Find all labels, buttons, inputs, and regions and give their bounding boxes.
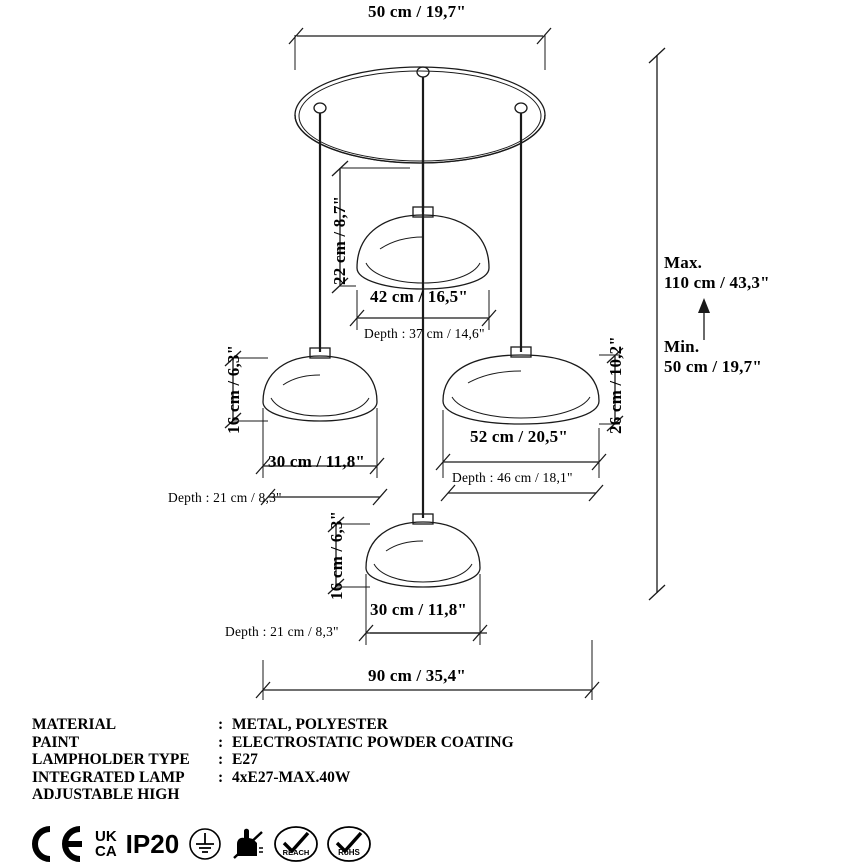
do-not-touch-hot-surface-icon xyxy=(231,825,265,863)
earth-ground-icon xyxy=(188,825,222,863)
label-depth-top: Depth : 37 cm / 14,6" xyxy=(364,326,485,341)
spec-row xyxy=(32,751,514,769)
spec-key: ADJUSTABLE HIGH xyxy=(32,786,180,803)
label-right-shade-height: 26 cm / 10,2" xyxy=(606,336,625,434)
label-max-value: 110 cm / 43,3" xyxy=(664,273,770,292)
label-max: Max. xyxy=(664,253,703,272)
ukca-line2: CA xyxy=(95,843,117,860)
spec-colon xyxy=(218,786,232,804)
dimension-canopy-width xyxy=(289,28,551,70)
label-right-shade-width: 52 cm / 20,5" xyxy=(470,427,568,446)
spec-colon: : xyxy=(218,733,224,751)
spec-key: LAMPHOLDER TYPE xyxy=(32,751,190,768)
label-right-shade-depth: Depth : 46 cm / 18,1" xyxy=(452,470,573,485)
spec-colon: : xyxy=(218,768,224,786)
label-overall-width: 90 cm / 35,4" xyxy=(368,666,466,685)
spec-key: MATERIAL xyxy=(32,716,117,733)
label-left-shade-depth: Depth : 21 cm / 8,3" xyxy=(168,490,282,505)
spec-value: ELECTROSTATIC POWDER COATING xyxy=(232,733,514,751)
label-left-shade-height: 16 cm / 6,3" xyxy=(224,344,243,434)
spec-row xyxy=(32,786,514,804)
label-bottom-shade-height: 16 cm / 6,3" xyxy=(327,510,346,600)
ukca-mark-icon xyxy=(95,825,117,863)
spec-table xyxy=(32,716,514,804)
spec-row xyxy=(32,734,514,752)
dimension-height-range xyxy=(649,48,710,600)
svg-text:REACH: REACH xyxy=(282,848,310,857)
spec-value: E27 xyxy=(232,751,258,768)
label-left-shade-width: 30 cm / 11,8" xyxy=(268,452,366,471)
label-bottom-shade-depth: Depth : 21 cm / 8,3" xyxy=(225,624,339,639)
spec-key: PAINT xyxy=(32,733,80,751)
rohs-icon xyxy=(327,825,371,863)
shade-left xyxy=(263,348,377,421)
ceiling-canopy xyxy=(295,67,545,163)
label-spread-top: 42 cm / 16,5" xyxy=(370,287,468,306)
shade-bottom xyxy=(366,514,480,587)
label-min-value: 50 cm / 19,7" xyxy=(664,357,762,376)
reach-icon xyxy=(274,825,318,863)
ce-mark-icon xyxy=(28,825,86,863)
ip-rating-label: IP20 xyxy=(125,829,180,859)
label-min: Min. xyxy=(664,337,700,356)
certification-bar xyxy=(28,824,371,864)
ukca-line1: UK xyxy=(95,828,117,845)
spec-row xyxy=(32,716,514,734)
label-canopy-width: 50 cm / 19,7" xyxy=(368,2,466,21)
label-bottom-shade-width: 30 cm / 11,8" xyxy=(370,600,468,619)
spec-value: 4xE27-MAX.40W xyxy=(232,768,351,786)
spec-colon: : xyxy=(218,751,224,768)
label-drop-top-lamp: 22 cm / 8,7" xyxy=(330,195,349,285)
svg-text:RoHS: RoHS xyxy=(338,848,361,857)
spec-row xyxy=(32,769,514,787)
dimension-right-shade-depth xyxy=(441,485,603,501)
shade-right xyxy=(443,347,599,424)
spec-colon: : xyxy=(218,716,224,733)
spec-key: INTEGRATED LAMP xyxy=(32,768,185,786)
spec-value: METAL, POLYESTER xyxy=(232,716,388,733)
